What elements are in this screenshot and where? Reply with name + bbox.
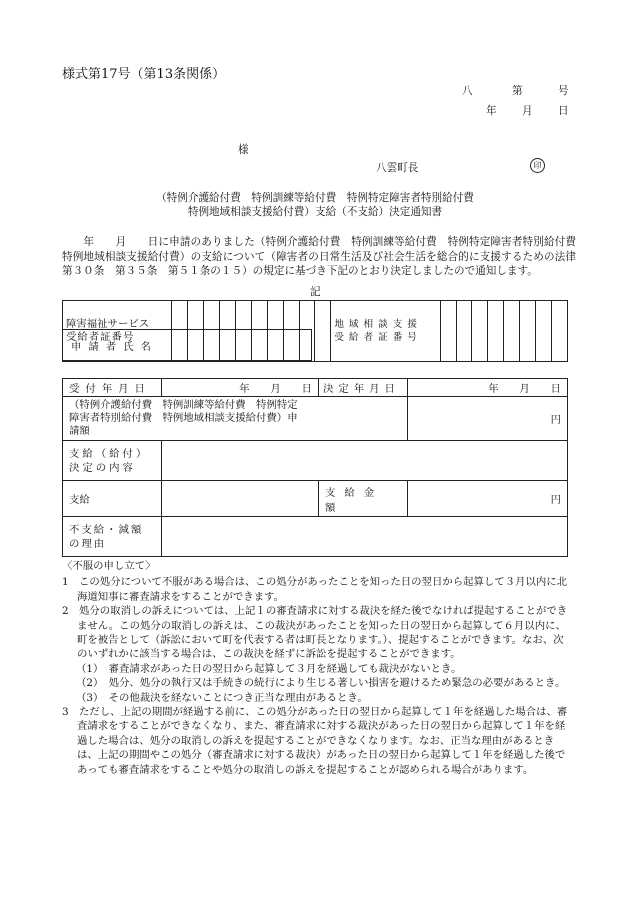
note-2-item-3: （3） その他裁決を経ないことにつき正当な理由があるとき。 (76, 691, 368, 704)
decision-date-label: 決定年月日 (319, 379, 408, 397)
seal-mark: 印 (530, 158, 545, 173)
reason-label: 不支給・減額 の理由 (63, 517, 162, 557)
digit-cell[interactable] (440, 301, 456, 362)
digit-cell[interactable] (504, 301, 520, 362)
applicant-name-label: 申請者氏名 (63, 330, 172, 361)
decision-content-field[interactable] (162, 441, 568, 481)
decision-date-value[interactable]: 年 月 日 (408, 379, 568, 397)
digit-cell[interactable] (520, 301, 536, 362)
note-1: 1 この処分について不服がある場合は、この処分があったことを知った日の翌日から起算して３月以内に北海道知事に審査請求をすることができます。 (62, 576, 568, 603)
payment-amount-yen: 円 (408, 481, 568, 517)
payment-amount-label: 支給金額 (319, 481, 408, 517)
recipient-suffix: 様 (238, 144, 249, 156)
received-date-value[interactable]: 年 月 日 (162, 379, 319, 397)
digit-cell[interactable] (456, 301, 472, 362)
title-line-2: 特例地域相談支援給付費）支給（不支給）決定通知書 (187, 206, 443, 218)
digit-cell[interactable] (551, 301, 567, 362)
ki-heading: 記 (310, 286, 321, 298)
body-paragraph: 年 月 日に申請のありました（特例介護給付費 特例訓練等給付費 特例特定障害者特別給付費 特例地域相談支援給付費）の支給について（障害者の日常生活及び社会生活を総合的に支援するための法律第３０条 第３５条 第５１条の１５）の規定に基づき下記のとおり決定しましたので通知します。 (62, 236, 587, 278)
decision-table (62, 378, 568, 557)
payment-field[interactable] (162, 481, 319, 517)
service-recipient-label: 障害福祉サービス 受給者証番号 (63, 301, 172, 362)
doc-number-mid: 第 (512, 85, 523, 97)
payment-label: 支給 (63, 481, 162, 517)
doc-number-suffix: 号 (558, 85, 569, 97)
community-support-label: 地域相談支援 受給者証番号 (331, 301, 440, 362)
digit-cell[interactable] (315, 301, 331, 362)
note-2-item-1: （1） 審査請求があった日の翌日から起算して３月を経過しても裁決がないとき。 (76, 662, 462, 675)
appeal-notes (62, 559, 572, 777)
reason-field[interactable] (162, 517, 568, 557)
requested-amount-label: （特例介護給付費 特例訓練等給付費 特例特定障害者特別給付費 特例地域相談支援給付費）申請額 (63, 397, 408, 441)
form-number: 様式第17号（第13条関係） (62, 67, 226, 82)
received-date-label: 受付年月日 (63, 379, 162, 397)
requested-amount-yen: 円 (408, 397, 568, 441)
title-line-1: （特例介護給付費 特例訓練等給付費 特例特定障害者特別給付費 (156, 192, 474, 204)
issuer-name: 八雲町長 (376, 162, 419, 174)
notes-heading: 〈不服の申し立て〉 (62, 560, 156, 572)
digit-cell[interactable] (488, 301, 504, 362)
applicant-name-field[interactable] (172, 330, 312, 361)
date-day: 日 (558, 105, 569, 117)
note-2-item-2: （2） 処分、処分の執行又は手続きの続行により生じる著しい損害を避けるため緊急の必要があるとき。 (76, 677, 566, 690)
date-month: 月 (522, 105, 533, 117)
date-year: 年 (486, 105, 497, 117)
note-3: 3 ただし、上記の期間が経過する前に、この処分があった日の翌日から起算して１年を経過した場合は、審査請求をすることができなくなり、また、審査請求に対する裁決があった日の翌日から起算して１年を経過した場合は、処分の取消しの訴えを提起することができなくなります。なお、正当な理由があるときは、上記の期間やこの処分（審査請求に対する裁決）があった日の翌日から起算して１年を経過した後であっても審査請求をすることや処分の取消しの訴えを提起することが認められる場合があります。 (62, 706, 568, 776)
note-2: 2 処分の取消しの訴えについては、上記１の審査請求に対する裁決を経た後でなければ提起することができません。この処分の取消しの訴えは、この裁決があったことを知った日の翌日から起算して６月以内に、町を被告として（訴訟において町を代表する者は町長となります。）、提起することができます。なお、次のいずれかに該当する場合は、この裁決を経ずに訴訟を提起することができます。 (62, 605, 568, 661)
doc-number-prefix: 八 (462, 85, 473, 97)
decision-content-label: 支給（給付） 決定の内容 (63, 441, 162, 481)
digit-cell[interactable] (472, 301, 488, 362)
digit-cell[interactable] (536, 301, 552, 362)
applicant-table (62, 329, 312, 361)
